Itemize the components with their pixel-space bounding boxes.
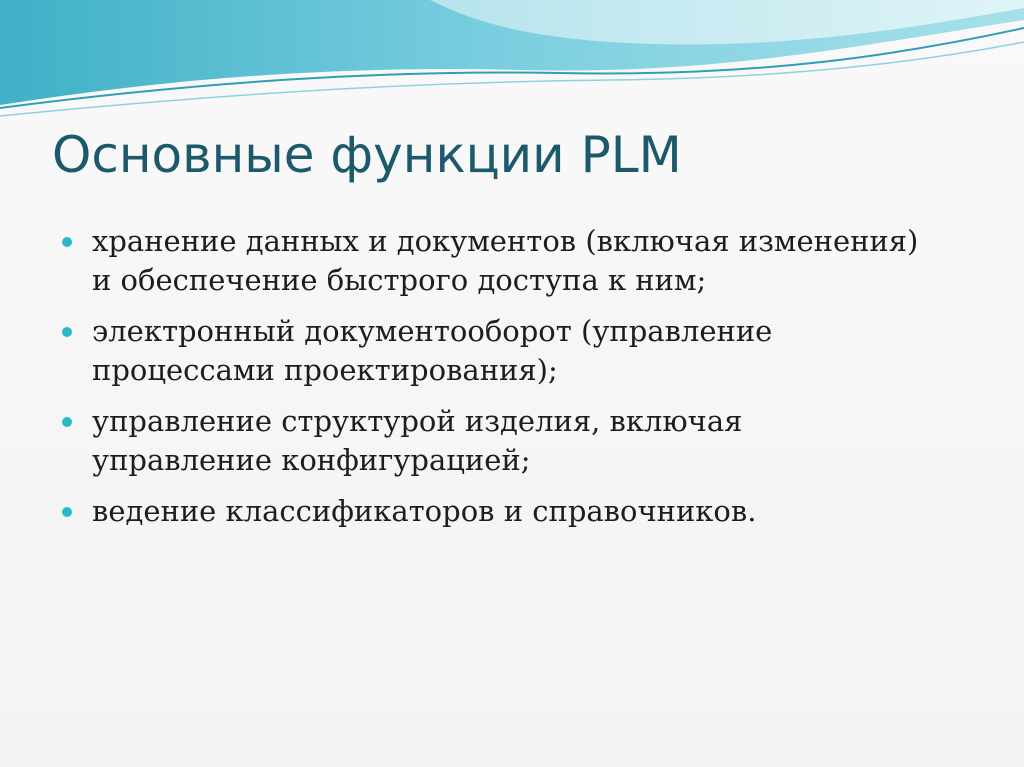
list-item (62, 492, 922, 531)
decorative-wave (0, 0, 1024, 130)
list-item (62, 312, 922, 390)
list-item (62, 222, 922, 300)
bullet-text: хранение данных и документов (включая изменения) и обеспечение быстрого доступа к ним; (92, 224, 919, 297)
bullet-dot-icon (62, 327, 72, 337)
bullet-dot-icon (62, 237, 72, 247)
bullet-text: ведение классификаторов и справочников. (92, 494, 757, 528)
slide-title: Основные функции PLM (52, 126, 682, 184)
bullet-dot-icon (62, 507, 72, 517)
bullet-text: управление структурой изделия, включая управление конфигурацией; (92, 404, 743, 477)
bullet-text: электронный документооборот (управление процессами проектирования); (92, 314, 773, 387)
bullet-dot-icon (62, 417, 72, 427)
bullet-list (62, 222, 922, 543)
list-item (62, 402, 922, 480)
